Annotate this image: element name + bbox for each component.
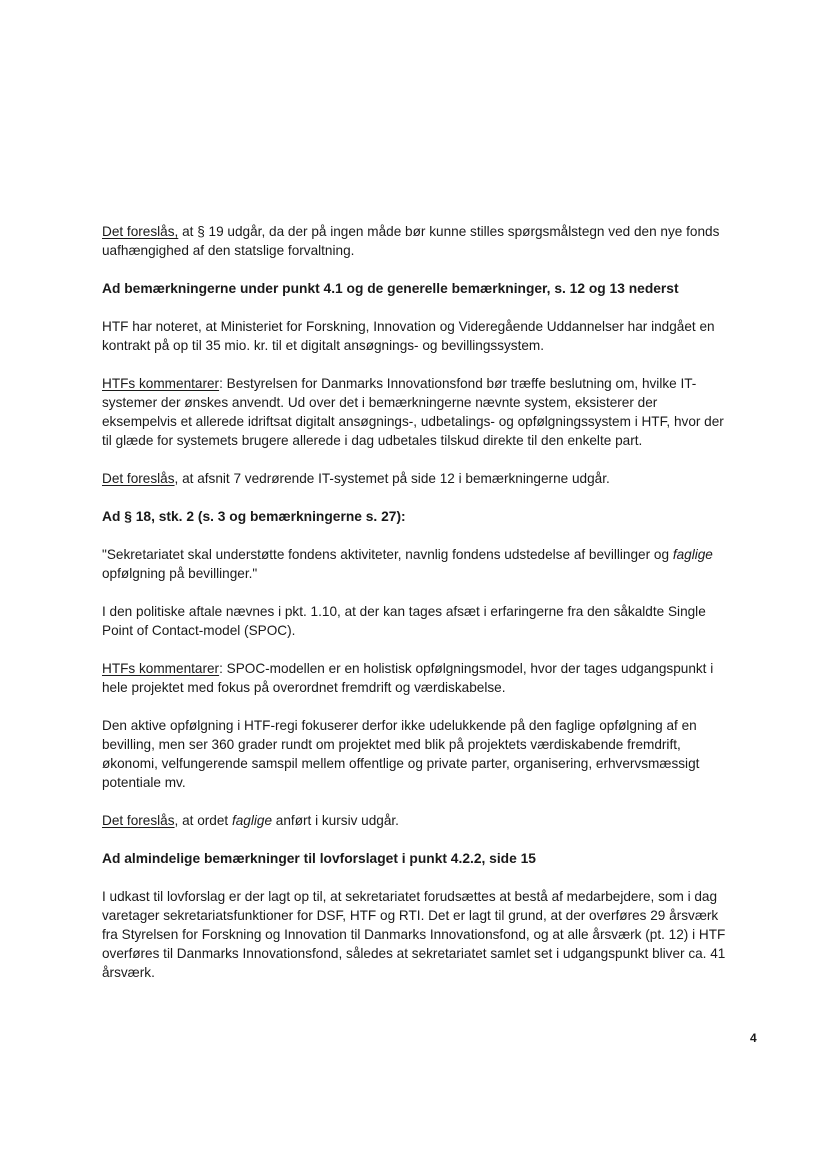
comment-lead: HTFs kommentarer <box>102 376 220 391</box>
page-number: 4 <box>750 1031 757 1045</box>
comment-lead: HTFs kommentarer <box>102 661 220 676</box>
page-body <box>102 222 732 982</box>
italic-word: faglige <box>672 547 713 562</box>
quote-paragraph <box>102 545 732 583</box>
paragraph-text: : Bestyrelsen for Danmarks Innovationsfond bør træffe beslutning om, hvilke IT-systemer der ønskes anvendt. Ud over det i bemærkningerne nævnte system, eksisterer der eksempelvis et allerede idriftsat digitalt ansøgnings-, udbetalings- og opfølgningssystem i HTF, hvor der til glæde for systemets brugere allerede i dag udbetales tilskud direkte til den enkelte part. <box>102 376 724 448</box>
comment-paragraph <box>102 659 732 697</box>
proposal-paragraph-faglige <box>102 811 732 830</box>
paragraph-text: , at ordet <box>174 813 232 828</box>
paragraph-text: at § 19 udgår, da der på ingen måde bør kunne stilles spørgsmålstegn ved den nye fonds uafhængighed af den statslige forvaltning. <box>102 224 720 258</box>
paragraph-text: anført i kursiv udgår. <box>272 813 399 828</box>
paragraph: I den politiske aftale nævnes i pkt. 1.10, at der kan tages afsæt i erfaringerne fra den såkaldte Single Point of Contact-model (SPOC). <box>102 604 706 638</box>
proposal-lead: Det foreslås <box>102 471 175 486</box>
quote-text: opfølgning på bevillinger." <box>102 566 258 581</box>
section-heading: Ad bemærkningerne under punkt 4.1 og de generelle bemærkninger, s. 12 og 13 nederst <box>102 281 679 296</box>
proposal-lead: Det foreslås <box>102 813 175 828</box>
quote-text: "Sekretariatet skal understøtte fondens aktiviteter, navnlig fondens udstedelse af bevillinger og <box>102 547 673 562</box>
proposal-paragraph-it <box>102 469 732 488</box>
section-heading: Ad § 18, stk. 2 (s. 3 og bemærkningerne s. 27): <box>102 509 406 524</box>
proposal-lead: Det foreslås, <box>102 224 179 239</box>
proposal-paragraph-19 <box>102 222 732 260</box>
section-heading: Ad almindelige bemærkninger til lovforslaget i punkt 4.2.2, side 15 <box>102 851 536 866</box>
paragraph-text: , at afsnit 7 vedrørende IT-systemet på side 12 i bemærkningerne udgår. <box>174 471 610 486</box>
paragraph-text: : SPOC-modellen er en holistisk opfølgningsmodel, hvor der tages udgangspunkt i hele projektet med fokus på overordnet fremdrift og værdiskabelse. <box>102 661 714 695</box>
italic-word: faglige <box>231 813 273 828</box>
comment-paragraph <box>102 374 732 450</box>
paragraph: HTF har noteret, at Ministeriet for Forskning, Innovation og Videregående Uddannelser har indgået en kontrakt på op til 35 mio. kr. til et digitalt ansøgnings- og bevillingssystem. <box>102 319 715 353</box>
paragraph: I udkast til lovforslag er der lagt op til, at sekretariatet forudsættes at bestå af medarbejdere, som i dag varetager sekretariatsfunktioner for DSF, HTF og RTI. Det er lagt til grund, at der overføres 29 årsværk fra Styrelsen for Forskning og Innovation til Danmarks Innovationsfond, og at alle årsværk (pt. 12) i HTF overføres til Danmarks Innovationsfond, således at sekretariatet samlet set i udgangspunkt bliver ca. 41 årsværk. <box>102 889 726 980</box>
paragraph: Den aktive opfølgning i HTF-regi fokuserer derfor ikke udelukkende på den faglige opfølgning af en bevilling, men ser 360 grader rundt om projektet med blik på projektets værdiskabende fremdrift, økonomi, velfungerende samspil mellem offentlige og private parter, organisering, erhvervsmæssigt potentiale mv. <box>102 718 700 790</box>
